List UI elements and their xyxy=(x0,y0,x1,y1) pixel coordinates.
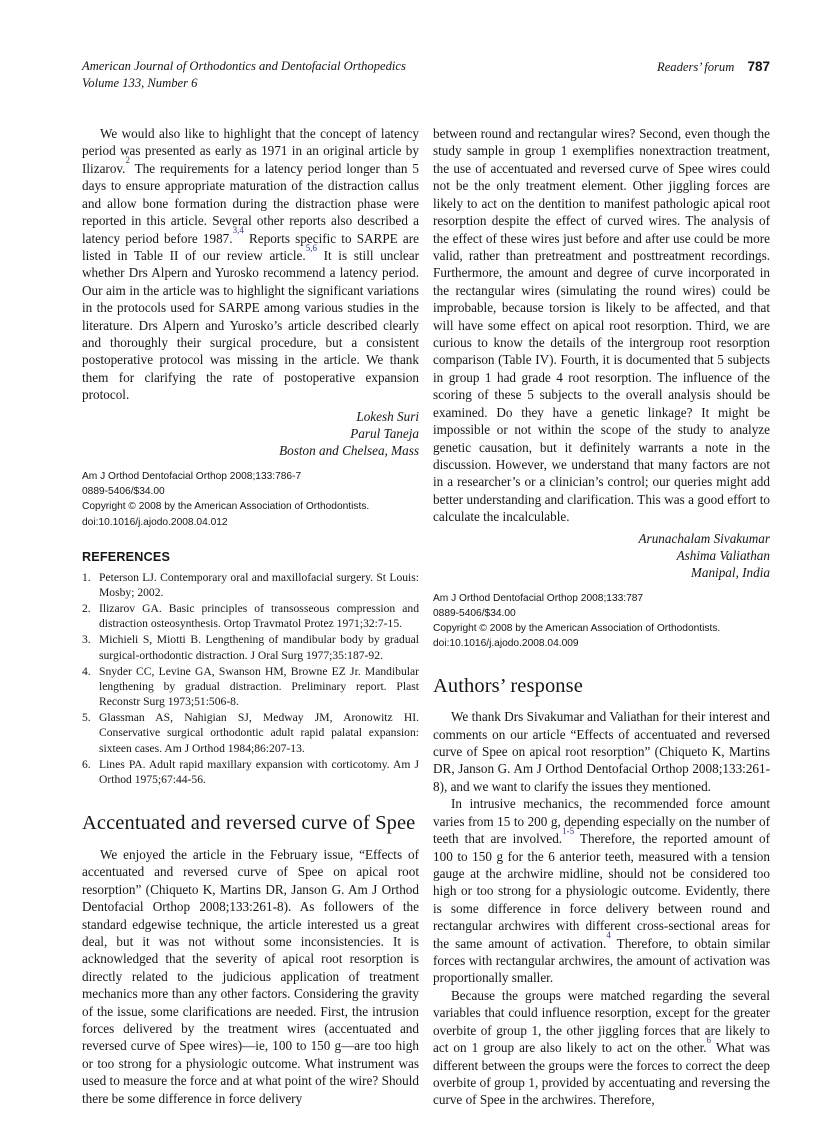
letter-paragraph: We enjoyed the article in the February issue, “Effects of accentuated and reversed curve of Spee on apical root resorption” (Chiqueto K, Martins DR, Janson G. Am J Orthod Dentofacial Orthop 2008;133:261-8). As followers of the standard edgewise technique, the article interested us a great deal, but it was not without some inconsistencies. It is acknowledged that the severity of apical root resorption is directly related to the judicious application of treatment mechanics more than any other factors. Considering the gravity of the issue, some clarifications are needed. First, the intrusion forces delivered by the treatment wires (accentuated and reversed curve of Spee wires)—ie, 100 to 150 g—are too high or too strong for a physiologic outcome. What instrument was used to measure the force and at what point of the wire? Should there be some difference in force delivery xyxy=(82,846,419,1106)
citation-link[interactable]: 6 xyxy=(706,1034,712,1045)
page-number: 787 xyxy=(747,59,770,74)
two-column-body xyxy=(82,125,770,1109)
reference-item: Ilizarov GA. Basic principles of transosseous compression and distraction osteosynthesis. Ortop Travmatol Protez 1971;32:7-15. xyxy=(99,601,419,631)
references-list xyxy=(82,570,419,788)
footnote-doi: doi:10.1016/j.ajodo.2008.04.009 xyxy=(433,638,579,650)
response-paragraph: Because the groups were matched regarding the several variables that could influence resorption, except for the greater overbite of group 1, the other jiggling forces that are likely to act on 1 group are also likely to act on the other.$^6$ What was different between the groups were the forces to correct the deep overbite of group 1, provided by accentuating and reversing the curve of Spee in the archwires. Therefore, xyxy=(433,987,770,1108)
section-label: Readers’ forum xyxy=(657,60,735,74)
citation-link[interactable]: 1-5 xyxy=(562,825,575,836)
citation-link[interactable]: 3,4 xyxy=(232,225,244,236)
citation-link[interactable]: 2 xyxy=(125,155,130,166)
left-column xyxy=(82,125,419,1109)
signature-block xyxy=(433,530,770,581)
journal-title: American Journal of Orthodontics and Dentofacial Orthopedics xyxy=(82,59,406,73)
footnote-doi: doi:10.1016/j.ajodo.2008.04.012 xyxy=(82,516,228,528)
response-title: Authors’ response xyxy=(433,674,583,697)
citation-link[interactable]: 5,6 xyxy=(305,242,317,253)
letter-title: Accentuated and reversed curve of Spee xyxy=(82,812,416,835)
reference-item: Michieli S, Miotti B. Lengthening of mandibular body by gradual surgical-orthodontic distraction. J Oral Surg 1977;35:187-92. xyxy=(99,633,419,662)
footnote-copyright: Copyright © 2008 by the American Association of Orthodontists. xyxy=(82,501,370,513)
signature-block xyxy=(82,408,419,459)
author-name: Ashima Valiathan xyxy=(676,547,770,563)
letter-paragraph-continued: between round and rectangular wires? Second, even though the study sample in group 1 exemplifies nonextraction treatment, the use of accentuated and reversed curve of Spee wires could not be the only treatment element. Other jiggling forces are likely to act on the dentition to manifest pathologic apical root resorption despite the effect of curved wires. The analysis of the effect of these wires just before and after use could be more valid, rather than pretreatment and posttreatment recordings. Furthermore, the amount and degree of curve incorporated in the rectangular wires (simulating the round wires) could be improbable, because torsion is likely to be affected, and that will have some effect on apical root resorption. Third, we are curious to know the details of the intergroup root resorption comparison (Table IV). Fourth, it is documented that 5 subjects in group 1 had grade 4 root resorption. The influence of the scoring of these 5 subjects to the overall analysis should be examined. Do they have a genetic linkage? It might be impossible or not within the scope of the study to analyze genetic causation, but it definitely warrants a note in the discussion. However, we understand that many factors are not in a researcher’s or a clinician’s control; our queries might add better understanding and clarification. This was a good effort to calculate the incalculable. xyxy=(433,126,770,525)
journal-volume: Volume 133, Number 6 xyxy=(82,76,198,91)
article-footnote xyxy=(82,469,419,529)
author-name: Lokesh Suri xyxy=(356,408,419,424)
reference-item: Peterson LJ. Contemporary oral and maxillofacial surgery. St Louis: Mosby; 2002. xyxy=(99,570,419,599)
header-right xyxy=(657,58,770,77)
journal-info xyxy=(82,58,406,93)
references-heading: REFERENCES xyxy=(82,549,171,564)
footnote-citation: Am J Orthod Dentofacial Orthop 2008;133:786-7 xyxy=(82,471,302,483)
response-paragraph: We thank Drs Sivakumar and Valiathan for their interest and comments on our article “Effects of accentuated and reversed curve of Spee on apical root resorption” (Chiqueto K, Martins DR, Janson G. Am J Orthod Dentofacial Orthop 2008;133:261-8), and we want to clarify the issues they mentioned. xyxy=(433,709,770,794)
reference-item: Snyder CC, Levine GA, Swanson HM, Browne EZ Jr. Mandibular lengthening by gradual distraction. Preliminary report. Plast Reconstr Surg 1973;51:506-8. xyxy=(99,664,419,709)
author-location: Boston and Chelsea, Mass xyxy=(279,443,419,459)
author-name: Parul Taneja xyxy=(350,425,419,441)
footnote-issn: 0889-5406/$34.00 xyxy=(82,486,165,498)
reference-item: Glassman AS, Nahigian SJ, Medway JM, Aronowitz HI. Conservative surgical orthodontic adult rapid palatal expansion: sixteen cases. Am J Orthod 1984;86:207-13. xyxy=(99,711,419,755)
author-name: Arunachalam Sivakumar xyxy=(638,530,770,546)
right-column xyxy=(433,125,770,1109)
letter-paragraph: We would also like to highlight that the concept of latency period was presented as early as 1971 in an original article by Ilizarov.$^2$ The requirements for a latency period longer than 5 days to ensure appropriate maturation of the distraction callus and allow bone formation during the distraction phase were reported in this article. Several other reports also described a latency period before 1987.$^{3,4}$ Reports specific to SARPE are listed in Table II of our review article.$^{5,6}$ It is still unclear whether Drs Alpern and Yurosko recommend a latency period. Our aim in the article was to highlight the significant variations in the protocols used for SARPE among various studies in the literature. Drs Alpern and Yurosko’s article described clearly and thoroughly their surgical procedure, but a consistent postoperative protocol was missing in the article. We thank them for clarifying the rate of postoperative expansion protocol. xyxy=(82,126,419,403)
author-location: Manipal, India xyxy=(690,565,770,581)
citation-link[interactable]: 4 xyxy=(606,930,611,941)
footnote-copyright: Copyright © 2008 by the American Association of Orthodontists. xyxy=(433,623,721,635)
reference-item: Lines PA. Adult rapid maxillary expansion with corticotomy. Am J Orthod 1975;67:44-56. xyxy=(99,757,419,787)
article-footnote xyxy=(433,591,770,651)
response-paragraph: In intrusive mechanics, the recommended force amount varies from 15 to 200 g, depending especially on the number of teeth that are involved.$^{1-5}$ Therefore, the reported amount of 100 to 150 g for the 6 anterior teeth, measured with a tension gauge at the archwire midline, should not be considered too high or too strong for a physiologic outcome. Evidently, there is some difference in force delivery between round and rectangular archwires with different cross-sectional areas for the same amount of activation.$^4$ Therefore, to obtain similar forces with rectangular archwires, the amount of activation was proportionally smaller. xyxy=(433,796,770,986)
footnote-issn: 0889-5406/$34.00 xyxy=(433,608,516,620)
footnote-citation: Am J Orthod Dentofacial Orthop 2008;133:787 xyxy=(433,593,644,605)
page-header xyxy=(82,58,770,93)
